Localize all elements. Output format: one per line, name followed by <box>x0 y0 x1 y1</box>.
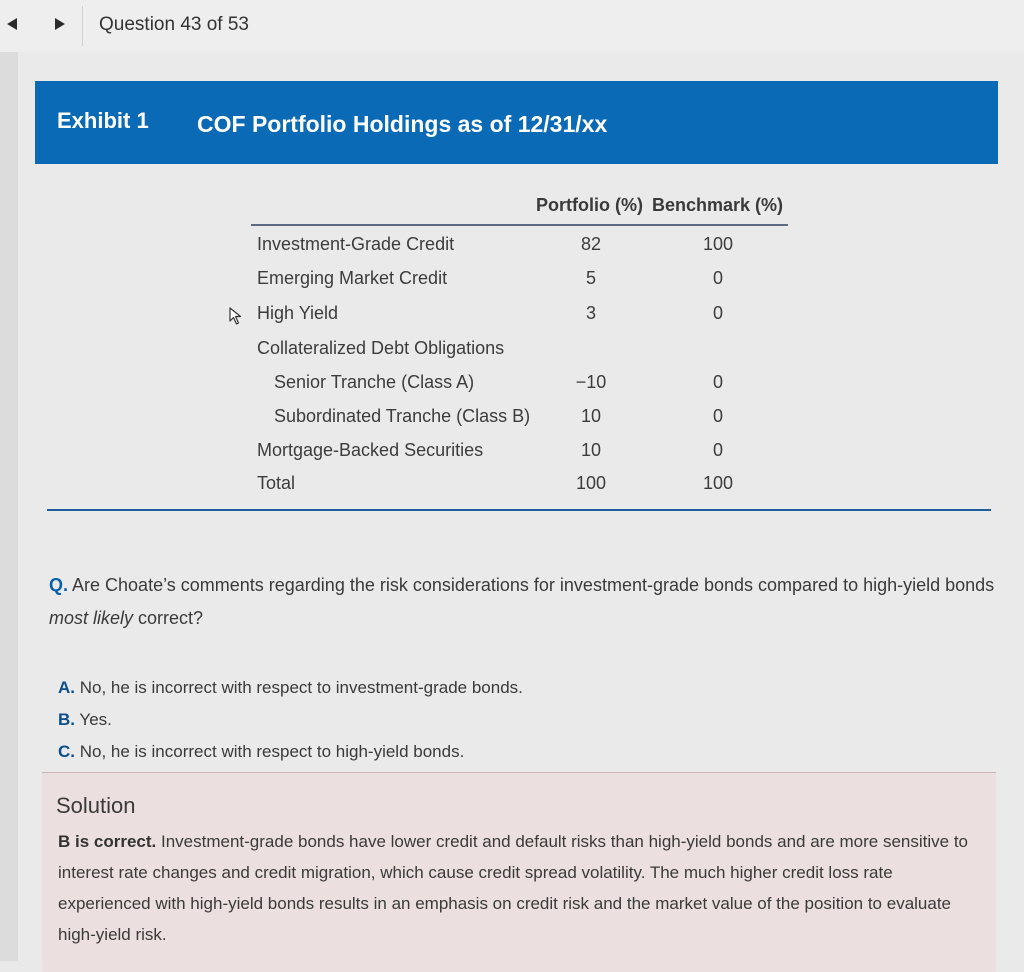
row-label: Emerging Market Credit <box>257 268 448 288</box>
portfolio-value: 10 <box>580 406 602 426</box>
column-header-portfolio: Portfolio (%) <box>536 195 643 215</box>
table-row <box>251 297 791 331</box>
nav-divider <box>82 6 83 46</box>
portfolio-value: 82 <box>580 234 602 254</box>
exhibit-label: Exhibit 1 <box>57 108 149 133</box>
benchmark-value: 0 <box>712 372 723 392</box>
portfolio-value: −10 <box>575 372 607 392</box>
option-text: No, he is incorrect with respect to high-yield bonds. <box>75 742 465 761</box>
solution-title: Solution <box>56 793 136 818</box>
left-gutter <box>0 52 18 961</box>
question-stem <box>49 569 999 635</box>
benchmark-value: 0 <box>712 440 723 460</box>
question-label: Q. <box>49 575 69 595</box>
benchmark-value: 100 <box>702 234 734 254</box>
benchmark-value: 0 <box>712 303 723 323</box>
column-header-benchmark: Benchmark (%) <box>652 195 784 215</box>
portfolio-value: 5 <box>585 268 596 288</box>
benchmark-value: 0 <box>712 406 723 426</box>
portfolio-value: 10 <box>580 440 602 460</box>
table-row <box>251 262 791 296</box>
row-label: High Yield <box>257 303 339 323</box>
question-text-before: Are Choate’s comments regarding the risk considerations for investment-grade bonds compared to high-yield bonds <box>68 575 995 595</box>
header-rule <box>251 224 788 226</box>
question-text-after: correct? <box>133 608 204 628</box>
mouse-pointer-icon <box>228 306 246 326</box>
prev-question-button[interactable] <box>2 14 22 34</box>
solution-body: Investment-grade bonds have lower credit and default risks than high-yield bonds and are more sensitive to interest rate changes and credit migration, which cause credit spread volatility. The much higher credit loss rate experienced with high-yield bonds results in an emphasis on credit risk and the market value of the position to evaluate high-yield risk. <box>58 832 968 944</box>
solution-text <box>58 826 983 950</box>
question-nav-bar <box>0 0 1024 52</box>
benchmark-value: 0 <box>712 268 723 288</box>
solution-panel <box>42 772 996 972</box>
exhibit-title: COF Portfolio Holdings as of 12/31/xx <box>197 111 608 137</box>
option-text: Yes. <box>75 710 112 729</box>
table-row <box>251 434 791 468</box>
answer-option-c[interactable] <box>58 736 758 768</box>
table-row-total <box>251 467 791 501</box>
row-label: Collateralized Debt Obligations <box>257 338 505 358</box>
portfolio-value: 3 <box>585 303 596 323</box>
option-letter: A. <box>58 678 75 697</box>
question-emphasis: most likely <box>49 608 134 628</box>
row-label: Investment-Grade Credit <box>257 234 455 254</box>
row-label: Senior Tranche (Class A) <box>274 372 475 392</box>
option-letter: B. <box>58 710 75 729</box>
option-letter: C. <box>58 742 75 761</box>
row-label: Mortgage-Backed Securities <box>257 440 484 460</box>
solution-lead: B is correct. <box>58 832 157 851</box>
portfolio-value: 100 <box>575 473 607 493</box>
row-label: Subordinated Tranche (Class B) <box>274 406 531 426</box>
table-row <box>251 228 791 262</box>
table-row <box>251 332 791 366</box>
exhibit-header <box>35 81 998 164</box>
section-divider <box>47 509 991 511</box>
answer-options <box>58 672 758 768</box>
table-row <box>251 400 791 434</box>
question-content <box>0 52 1024 961</box>
option-text: No, he is incorrect with respect to investment-grade bonds. <box>75 678 523 697</box>
answer-option-b[interactable] <box>58 704 758 736</box>
question-counter: Question 43 of 53 <box>99 14 249 35</box>
table-row <box>251 366 791 400</box>
triangle-left-icon <box>6 17 18 31</box>
answer-option-a[interactable] <box>58 672 758 704</box>
next-question-button[interactable] <box>50 14 70 34</box>
row-label: Total <box>257 473 296 493</box>
triangle-right-icon <box>54 17 66 31</box>
benchmark-value: 100 <box>702 473 734 493</box>
